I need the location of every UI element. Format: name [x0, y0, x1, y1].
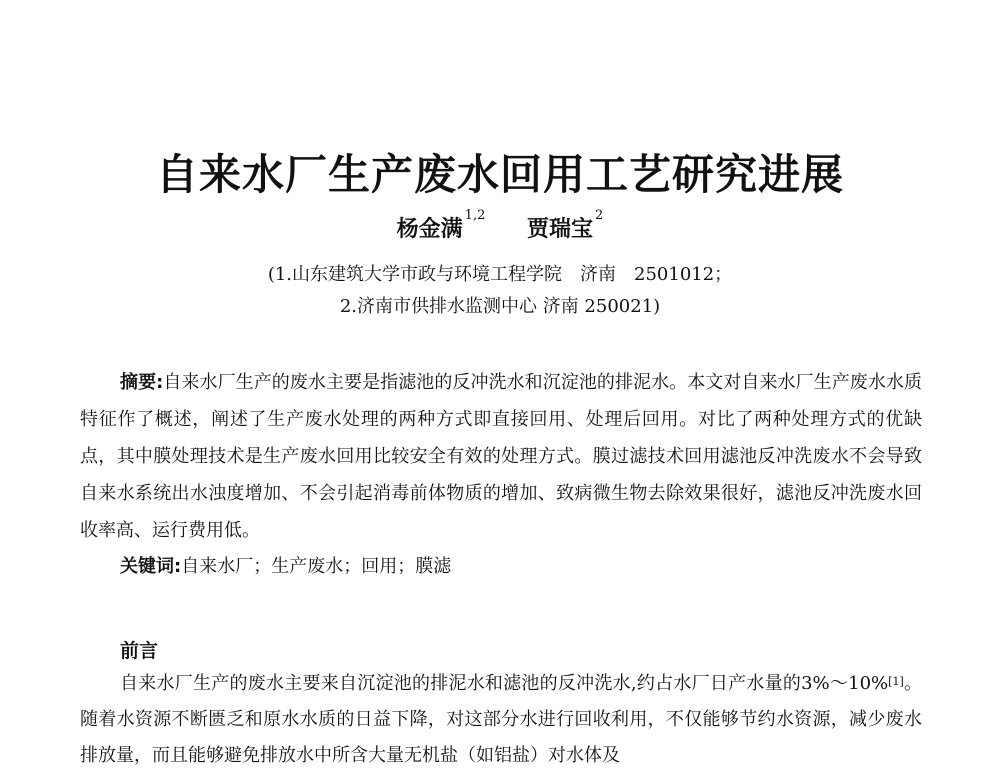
author-name: 杨金满 — [396, 216, 463, 242]
abstract-text: 自来水厂生产的废水主要是指滤池的反冲洗水和沉淀池的排泥水。本文对自来水厂生产废水水质特征作了概述，阐述了生产废水处理的两种方式即直接回用、处理后回用。对比了两种处理方式的优缺点，其中膜处理技术是生产废水回用比较安全有效的处理方式。膜过滤技术回用滤池反冲洗废水不会导致自来水系统出水浊度增加、不会引起消毒前体物质的增加、致病微生物去除效果很好，滤池反冲洗废水回收率高、运行费用低。 — [80, 372, 922, 541]
author-affiliation-marker: 2 — [595, 208, 604, 223]
paragraph-text-start: 自来水厂生产的废水主要来自沉淀池的排泥水和滤池的反冲洗水,约占水厂日产水量的3%～10% — [120, 673, 889, 694]
abstract — [80, 364, 922, 549]
keywords — [120, 552, 451, 578]
citation-marker: [1] — [888, 675, 904, 688]
body-paragraph — [80, 666, 922, 774]
keywords-text: 自来水厂；生产废水；回用；膜滤 — [181, 556, 452, 577]
author-affiliation-marker: 1,2 — [464, 208, 486, 223]
section-heading: 前言 — [120, 640, 159, 662]
author-list — [0, 208, 1000, 243]
affiliation-line-2: 2.济南市供排水监测中心 济南 250021) — [339, 296, 661, 317]
author-2 — [527, 208, 604, 243]
paper-title: 自来水厂生产废水回用工艺研究进展 — [155, 150, 844, 199]
affiliation-line-1: (1.山东建筑大学市政与环境工程学院 济南 2501012； — [267, 264, 733, 285]
author-1 — [396, 208, 486, 243]
keywords-label: 关键词: — [120, 556, 182, 577]
author-name: 贾瑞宝 — [527, 216, 594, 242]
abstract-label: 摘要: — [120, 372, 164, 393]
paragraph-text-rest: 。随着水资源不断匮乏和原水水质的日益下降，对这部分水进行回收利用，不仅能够节约水资源，减少废水排放量，而且能够避免排放水中所含大量无机盐（如铝盐）对水体及 — [80, 673, 923, 766]
